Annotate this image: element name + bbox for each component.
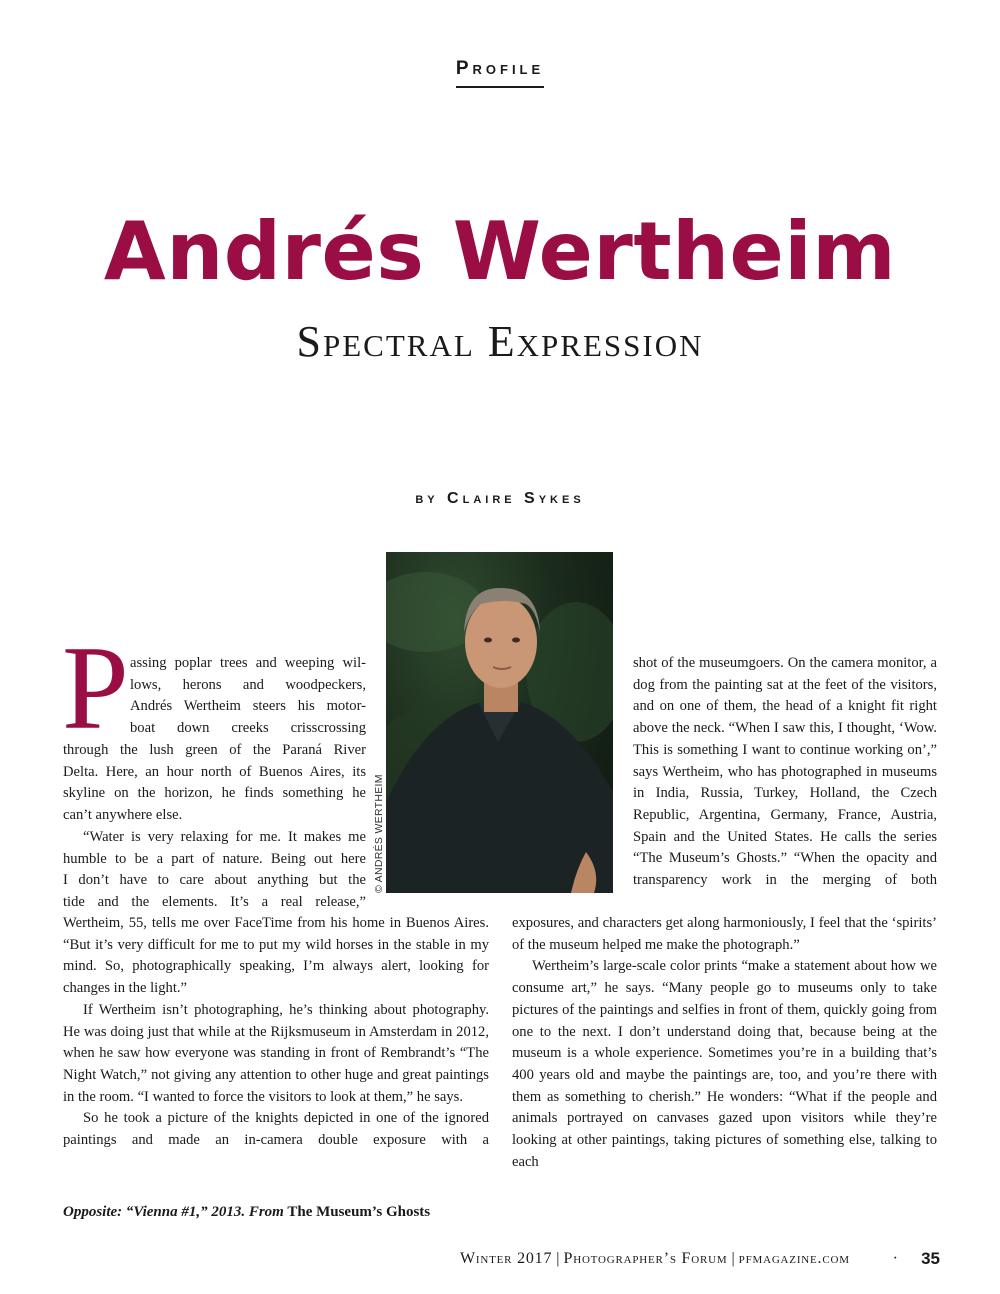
right-column-top: [633, 653, 937, 892]
block-line: humble to be a part of nature. Being out here: [63, 850, 366, 867]
page-number: 35: [921, 1249, 940, 1268]
footer-website: pfmagazine.com: [738, 1250, 850, 1267]
section-label: [0, 58, 1000, 88]
paragraph: exposures, and characters get along harmoniously, I feel that the ‘spirits’ of the museum helped me make the photograph.”: [512, 915, 937, 953]
paragraph: shot of the museumgoers. On the camera monitor, a dog from the painting sat at the feet of the visitors, and on one of them, the head of a knight fit right above the neck. “When I saw this, I thought, ‘Wow. This is something I want to continue working on’,” says Wertheim, who has photographed in museums in India, Russia, Turkey, Holland, the Czech Republic, Argentina, Germany, France, Austria, Spain and the United States. He calls the series “The Museum’s Ghosts.” “When the opacity and transparency work in the merging of both: [633, 655, 937, 889]
paragraph: Wertheim’s large-scale color prints “make a statement about how we consume art,” he says. “Many people go to museums only to take pictures of the paintings and selfies in front of them, quickly going from one to the next. I don’t understand doing that, because being at the museum is a whole experience. Sometimes you’re in a building that’s 400 years old and maybe the paintings are, too, and you’re there with them as something to cherish.” He wonders: “What if the people and animals portrayed on canvases gazed upon visitors while they’re looking at other paintings, taking pictures of something else, talking to each: [512, 958, 937, 1170]
left-column-intro: [130, 653, 366, 740]
block-line: skyline on the horizon, he finds something he: [63, 785, 366, 802]
block-line: tide and the elements. It’s a real release,”: [63, 893, 366, 910]
block-line: Delta. Here, an hour north of Buenos Aires, its: [63, 763, 366, 780]
footer-separator: |: [556, 1250, 560, 1267]
block-line: “Water is very relaxing for me. It makes me: [83, 828, 366, 845]
left-column-block: [63, 740, 366, 914]
block-line: through the lush green of the Paraná River: [63, 742, 366, 758]
block-line: I don’t have to care about anything but the: [63, 872, 366, 889]
article-title: Andrés Wertheim: [103, 205, 897, 298]
photo-credit: © ANDRÉS WERTHEIM: [373, 774, 385, 893]
intro-line: boat down creeks crisscrossing: [130, 720, 366, 737]
portrait-photo: [386, 552, 613, 893]
right-column-body: [512, 913, 937, 1173]
intro-line: lows, herons and woodpeckers,: [130, 676, 366, 693]
footer-magazine: Photographer’s Forum: [563, 1250, 728, 1267]
footer-dot: ·: [892, 1250, 898, 1267]
paragraph: So he took a picture of the knights depicted in one of the ignored paintings and made an in-camera double exposure with a: [63, 1110, 489, 1149]
figure-caption: [63, 1204, 430, 1221]
footer-issue: Winter 2017: [460, 1250, 553, 1267]
paragraph: If Wertheim isn’t photographing, he’s thinking about photography. He was doing just that while at the Rijksmuseum in Amsterdam in 2012, when he saw how everyone was standing in front of Rembrandt’s “The Night Watch,” not giving any attention to other huge and great paintings in the room. “I wanted to force the visitors to look at them,” he says.: [63, 1001, 489, 1105]
byline: by Claire Sykes: [415, 490, 585, 507]
page-footer: [460, 1250, 940, 1268]
intro-line: assing poplar trees and weeping wil-: [130, 655, 366, 671]
portrait-illustration: [386, 552, 613, 893]
caption-series: The Museum’s Ghosts: [287, 1204, 431, 1220]
intro-line: Andrés Wertheim steers his motor-: [130, 698, 366, 715]
left-column-body: [63, 913, 489, 1152]
article-subtitle: Spectral Expression: [296, 317, 704, 366]
section-label-text: Profile: [456, 58, 544, 88]
paragraph: Wertheim, 55, tells me over FaceTime from his home in Buenos Aires. “But it’s very difficult for me to put my wild horses in the stable in my mind. So, photographically speaking, I’m always alert, looking for changes in the light.”: [63, 915, 489, 997]
block-line: can’t anywhere else.: [63, 807, 183, 824]
drop-cap: P: [62, 621, 129, 754]
caption-prefix: Opposite: “Vienna #1,” 2013. From: [63, 1204, 284, 1220]
footer-separator: |: [731, 1250, 735, 1267]
